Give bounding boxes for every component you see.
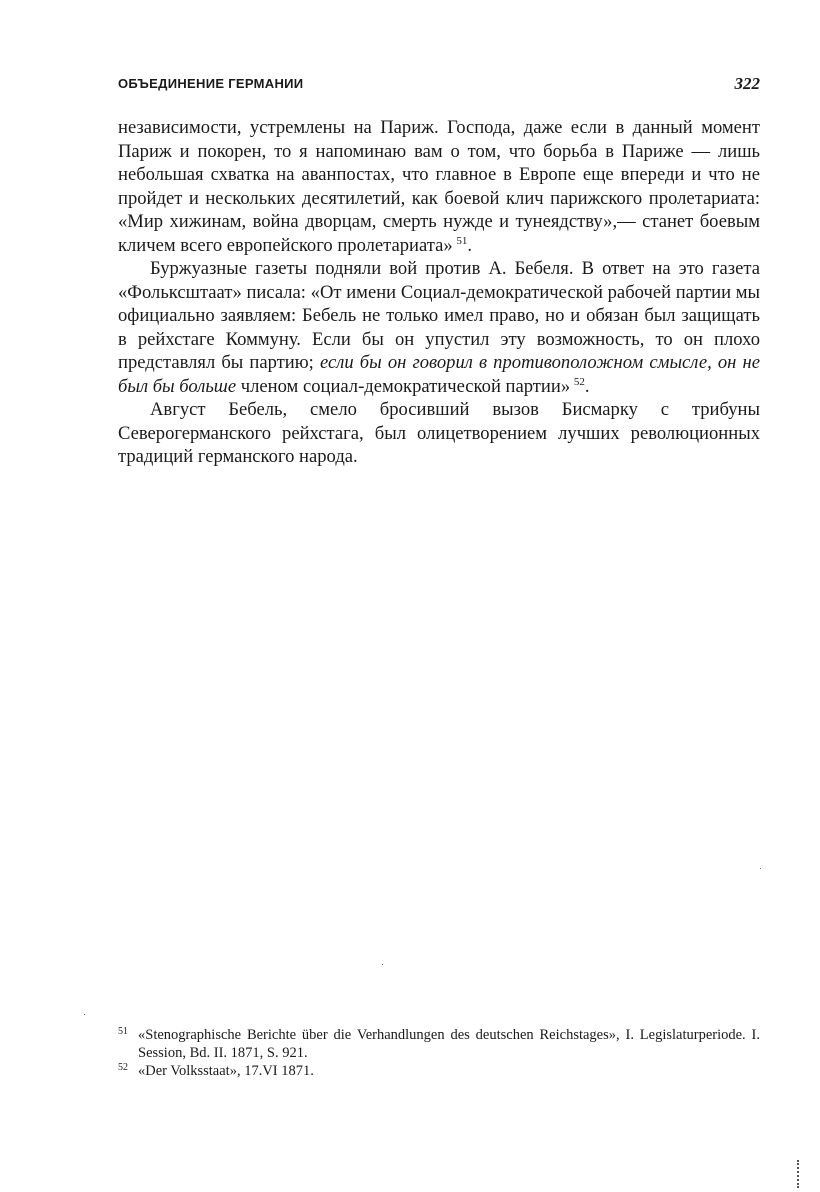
footnote-ref-51[interactable]: 51 — [456, 234, 468, 247]
paragraph-2-italic: если бы он говорил в противоположном смысле, он не был бы больше — [118, 352, 761, 397]
footnote-52 — [118, 1062, 760, 1080]
paragraph-2 — [118, 257, 760, 398]
scan-speck — [760, 868, 761, 869]
scan-speck — [382, 964, 383, 965]
paragraph-3: Август Бебель, смело бросивший вызов Бисмарку с трибуны Северогерманского рейхстага, был олицетворением лучших революционных традиций германского народа. — [118, 399, 760, 467]
running-header — [118, 72, 760, 96]
paragraph-1-end: . — [467, 234, 473, 256]
footnote-text: «Stenographische Berichte über die Verhandlungen des deutschen Reichstages», I. Legislaturperiode. I. Session, Bd. II. 1871, S. 921. — [138, 1027, 760, 1061]
paragraph-1-text: независимости, устремлены на Париж. Господа, даже если в данный момент Париж и покорен, то я напоминаю вам о том, что борьба в Париже — лишь небольшая схватка на аванпостах, что главное в Европе еще впереди и что не пройдет и нескольких десятилетий, как боевой клич парижского пролетариата: «Мир хижинам, война дворцам, смерть нужде и тунеядству»,— станет боевым кличем всего европейского пролетариата» — [118, 117, 760, 256]
page-number: 322 — [734, 74, 760, 93]
paragraph-2-end: . — [584, 375, 590, 397]
footnote-text: «Der Volksstaat», 17.VI 1871. — [138, 1063, 314, 1079]
footnote-number: 51 — [118, 1026, 128, 1037]
footnotes — [118, 1026, 760, 1080]
scan-edge-mark — [797, 1160, 801, 1188]
paragraph-2-tail: членом социал-демократической партии» — [240, 375, 571, 397]
footnote-51 — [118, 1026, 760, 1062]
footnote-number: 52 — [118, 1062, 128, 1073]
footnote-ref-52[interactable]: 52 — [573, 375, 585, 388]
main-text — [118, 116, 760, 469]
paragraph-2-text: Буржуазные газеты подняли вой против А. Бебеля. В ответ на это газета «Фольксштаат» писала: «От имени Социал-демократической рабочей партии мы официально заявляем: Бебель не только имел право, но и обязан был защищать в рейхстаге Коммуну. Если бы он упустил эту возможность, то он плохо представлял бы партию; — [118, 258, 760, 373]
paragraph-1 — [118, 116, 760, 257]
chapter-title: ОБЪЕДИНЕНИЕ ГЕРМАНИИ — [118, 76, 304, 91]
scan-speck — [84, 1014, 85, 1015]
